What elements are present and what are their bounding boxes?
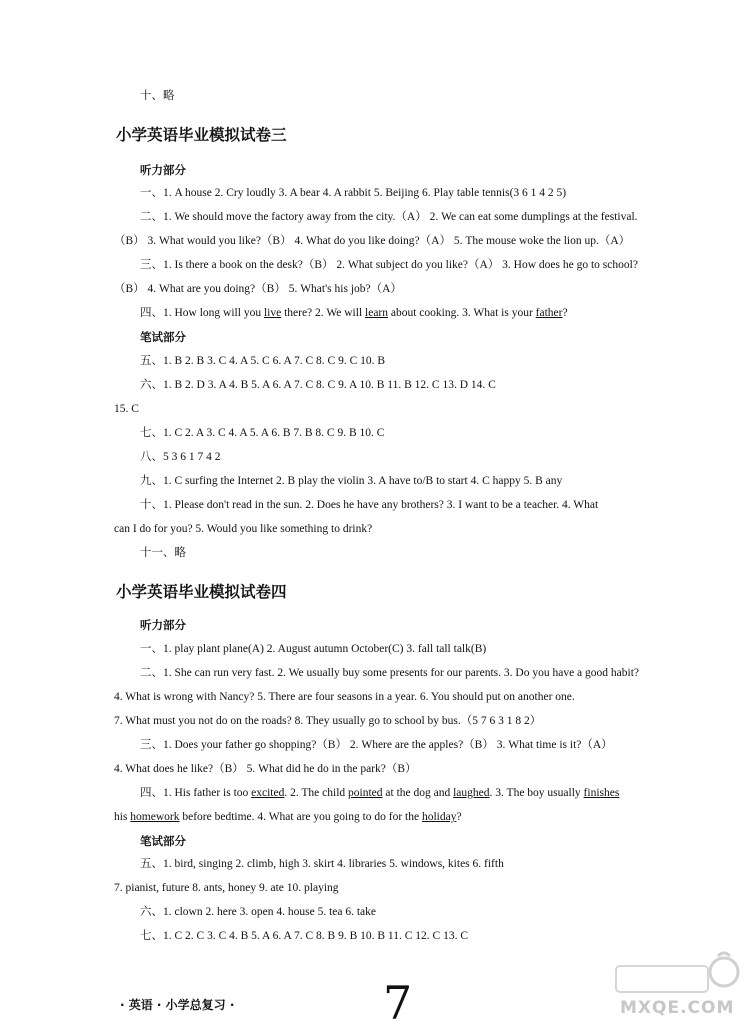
underlined-answer: holiday (421, 811, 457, 823)
test3-q10a: 十、1. Please don't read in the sun. 2. Does he have any brothers? 3. I want to be a teacher. 4. What (140, 499, 599, 511)
text-segment: at the dog and (382, 787, 454, 799)
test4-title: 小学英语毕业模拟试卷四 (116, 583, 287, 601)
test4-q2b: 4. What is wrong with Nancy? 5. There are four seasons in a year. 6. You should put on another one. (114, 691, 575, 703)
test3-q10b: can I do for you? 5. Would you like something to drink? (114, 523, 373, 535)
test4-q2c: 7. What must you not do on the roads? 8. They usually go to school by bus.（5 7 6 3 1 8 2） (114, 715, 542, 727)
underlined-answer: laughed (453, 787, 490, 799)
test3-q8: 八、5 3 6 1 7 4 2 (140, 451, 221, 463)
underlined-answer: excited (251, 787, 285, 799)
test4-q5b: 7. pianist, future 8. ants, honey 9. ate 10. playing (114, 882, 339, 894)
test3-writing-heading: 笔试部分 (140, 330, 186, 344)
text-segment: ? (562, 307, 568, 319)
text-segment: . 3. The boy usually (489, 787, 584, 799)
test3-q11: 十一、略 (140, 547, 186, 559)
test3-listening-heading: 听力部分 (140, 163, 186, 177)
test4-q6: 六、1. clown 2. here 3. open 4. house 5. tea 6. take (140, 906, 377, 918)
underlined-answer: homework (130, 811, 180, 823)
test3-q6a: 六、1. B 2. D 3. A 4. B 5. A 6. A 7. C 8. C 9. A 10. B 11. B 12. C 13. D 14. C (140, 379, 496, 391)
test4-q3b: 4. What does he like?（B） 5. What did he do in the park?（B） (114, 763, 417, 775)
test3-q4 (140, 305, 568, 321)
test4-q4b (114, 809, 462, 825)
test4-q1: 一、1. play plant plane(A) 2. August autumn October(C) 3. fall tall talk(B) (140, 643, 487, 655)
test3-q1: 一、1. A house 2. Cry loudly 3. A bear 4. A rabbit 5. Beijing 6. Play table tennis(3 6 1 4 2 5) (140, 187, 567, 199)
text-segment: there? 2. We will (281, 307, 366, 319)
test3-q7: 七、1. C 2. A 3. C 4. A 5. A 6. B 7. B 8. C 9. B 10. C (140, 427, 385, 439)
watermark-site: MXQE.COM (620, 998, 735, 1018)
underlined-answer: pointed (348, 787, 383, 799)
test3-q3a: 三、1. Is there a book on the desk?（B） 2. What subject do you like?（A） 3. How does he go to school? (140, 259, 638, 271)
text-segment: 四、1. His father is too (140, 787, 252, 799)
underlined-answer: learn (365, 307, 388, 319)
test4-q7: 七、1. C 2. C 3. C 4. B 5. A 6. A 7. C 8. B 9. B 10. B 11. C 12. C 13. C (140, 930, 469, 942)
underlined-answer: live (263, 307, 282, 319)
page-number: 7 (383, 976, 413, 1030)
underlined-answer: finishes (583, 787, 620, 799)
footer-label: · 英语 · 小学总复习 · (120, 998, 235, 1012)
text-segment: . 2. The child (284, 787, 349, 799)
test3-q2b: （B） 3. What would you like?（B） 4. What do you like doing?（A） 5. The mouse woke the lion up.（A） (114, 235, 631, 247)
test3-q9: 九、1. C surfing the Internet 2. B play the violin 3. A have to/B to start 4. C happy 5. B any (140, 475, 563, 487)
test4-q3a: 三、1. Does your father go shopping?（B） 2. Where are the apples?（B） 3. What time is it?（A） (140, 739, 613, 751)
text-segment: his (114, 811, 131, 823)
text-segment: 四、1. How long will you (140, 307, 264, 319)
test3-q5: 五、1. B 2. B 3. C 4. A 5. C 6. A 7. C 8. C 9. C 10. B (140, 355, 386, 367)
text-segment: before bedtime. 4. What are you going to do for the (179, 811, 422, 823)
test4-writing-heading: 笔试部分 (140, 834, 186, 848)
text-segment: ? (456, 811, 462, 823)
test4-q4a (140, 785, 619, 801)
underlined-answer: father (535, 307, 563, 319)
test3-q2a: 二、1. We should move the factory away from the city.（A） 2. We can eat some dumplings at the festival. (140, 211, 638, 223)
text-segment: about cooking. 3. What is your (388, 307, 536, 319)
test3-title: 小学英语毕业模拟试卷三 (116, 126, 287, 144)
test4-q5a: 五、1. bird, singing 2. climb, high 3. skirt 4. libraries 5. windows, kites 6. fifth (140, 858, 504, 870)
test3-q3b: （B） 4. What are you doing?（B） 5. What's his job?（A） (114, 283, 402, 295)
test3-q6b: 15. C (114, 403, 139, 415)
section-ten-top: 十、略 (140, 90, 175, 102)
test4-q2a: 二、1. She can run very fast. 2. We usually buy some presents for our parents. 3. Do you have a good habit? (140, 667, 639, 679)
test4-listening-heading: 听力部分 (140, 618, 186, 632)
